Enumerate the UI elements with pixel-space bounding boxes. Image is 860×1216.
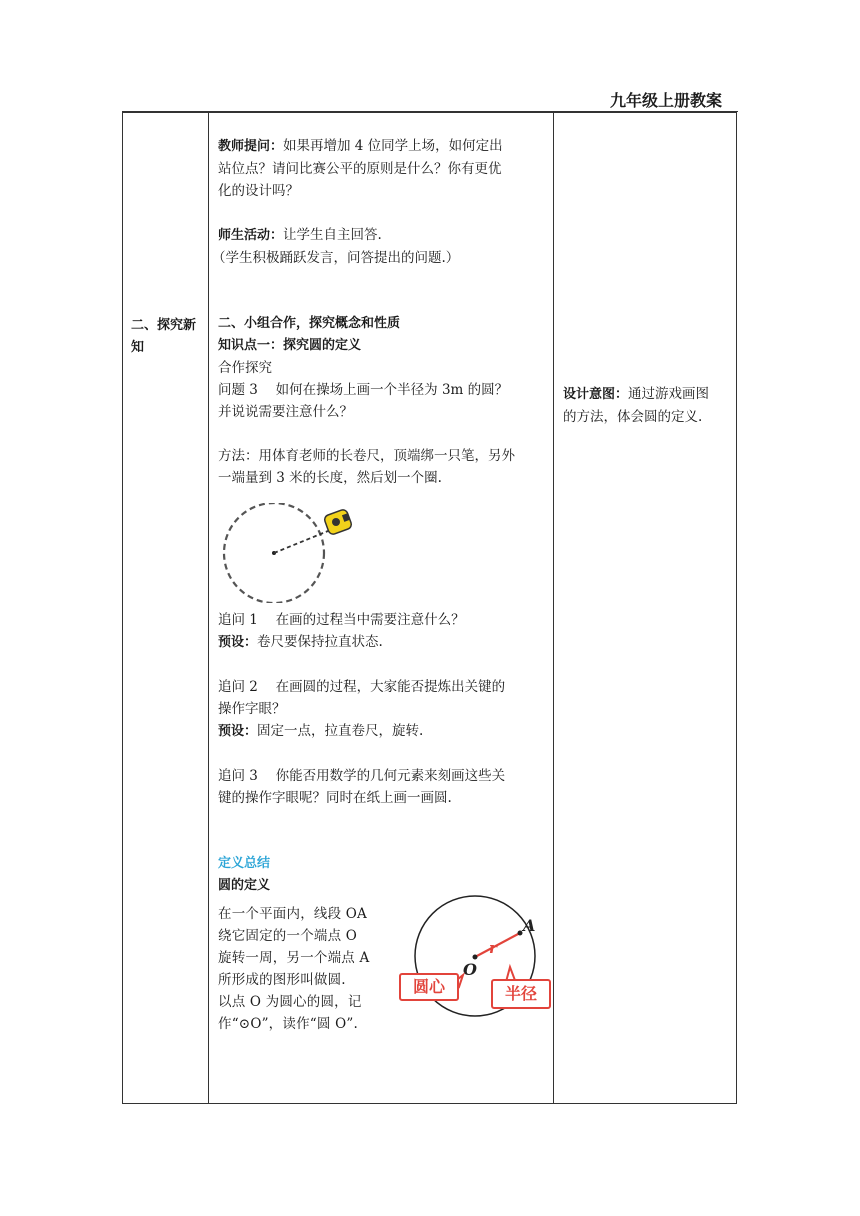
- method-line2: 一端量到 3 米的长度，然后划一个圈.: [218, 470, 442, 486]
- def-line3: 旋转一周，另一个端点 A: [218, 950, 370, 966]
- preset2-text: 固定一点，拉直卷尺，旋转.: [257, 723, 424, 739]
- activity-note: （学生积极踊跃发言，问答提出的问题.）: [212, 250, 460, 266]
- point-a-dot: [518, 931, 523, 936]
- content-cell-lower: [218, 609, 550, 897]
- center-tag: 圆心: [399, 973, 459, 1001]
- def-line1: 在一个平面内，线段 OA: [218, 906, 368, 922]
- activity-label: 师生活动：: [218, 228, 284, 243]
- design-line1: 通过游戏画图: [628, 386, 710, 402]
- point-o-label: O: [463, 960, 477, 979]
- design-intent-cell: [563, 383, 731, 428]
- coop-explore: 合作探究: [218, 360, 272, 376]
- followup3-line1: 追问 3 你能否用数学的几何元素来刻画这些关: [218, 768, 506, 784]
- stage-label: [131, 315, 196, 359]
- circle-def-title: 圆的定义: [218, 878, 271, 893]
- radius-segment: [475, 933, 520, 957]
- design-line2: 的方法，体会圆的定义.: [563, 409, 703, 425]
- point-o-dot: [473, 955, 478, 960]
- section-title: 二、小组合作，探究概念和性质: [218, 316, 401, 331]
- preset1-label: 预设：: [218, 635, 258, 650]
- activity-text: 让学生自主回答.: [283, 227, 382, 243]
- followup3-line2: 键的操作字眼呢？同时在纸上画一画圆.: [218, 790, 452, 806]
- column-divider-2: [553, 113, 554, 1103]
- teacher-question-line1: 如果再增加 4 位同学上场，如何定出: [283, 138, 503, 154]
- followup2-line2: 操作字眼？: [218, 701, 286, 717]
- stage-label-line1: 二、探究新: [131, 318, 197, 333]
- teacher-question-label: 教师提问：: [218, 139, 284, 154]
- def-line5: 以点 O 为圆心的圆，记: [218, 994, 362, 1010]
- problem3-line2: 并说说需要注意什么？: [218, 404, 353, 420]
- definition-text: [218, 903, 398, 1035]
- page-header-title: 九年级上册教案: [610, 91, 723, 110]
- lesson-table: [122, 112, 737, 1104]
- radius-tag: 半径: [491, 979, 551, 1009]
- radius-letter: r: [489, 939, 497, 957]
- preset1-text: 卷尺要保持拉直状态.: [257, 634, 383, 650]
- column-divider-1: [208, 113, 209, 1103]
- tape-line: [274, 531, 328, 553]
- problem3-line1: 问题 3 如何在操场上画一个半径为 3m 的圆？: [218, 382, 509, 398]
- def-line4: 所形成的图形叫做圆.: [218, 972, 346, 988]
- tape-measure-figure: [218, 503, 378, 603]
- followup2-line1: 追问 2 在画圆的过程，大家能否提炼出关键的: [218, 679, 506, 695]
- teacher-question-line3: 化的设计吗？: [218, 183, 299, 199]
- stage-label-line2: 知: [131, 340, 145, 355]
- knowledge-title: 知识点一：探究圆的定义: [218, 338, 362, 353]
- followup1: 追问 1 在画的过程当中需要注意什么？: [218, 612, 465, 628]
- point-a-label: A: [523, 916, 536, 935]
- teacher-question-line2: 站位点？请问比赛公平的原则是什么？你有更优: [218, 161, 502, 177]
- def-line6: 作“⊙O”，读作“圆 O”.: [218, 1016, 358, 1032]
- design-label: 设计意图：: [563, 387, 629, 402]
- preset2-label: 预设：: [218, 724, 258, 739]
- def-line2: 绕它固定的一个端点 O: [218, 928, 358, 944]
- content-cell: [212, 135, 550, 489]
- method-line1: 方法：用体育老师的长卷尺，顶端绑一只笔，另外: [218, 448, 515, 464]
- summary-title: 定义总结: [218, 856, 271, 871]
